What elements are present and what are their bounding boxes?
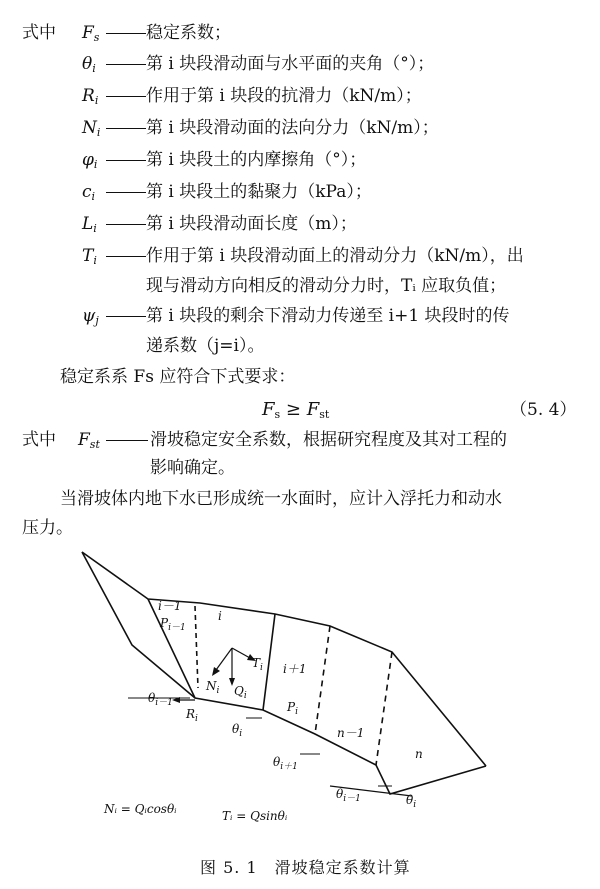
paragraph-line-1: 当滑坡体内地下水已形成统一水面时，应计入浮托力和动水: [60, 489, 502, 509]
definition-text-cont: 现与滑动方向相反的滑动分力时，Tᵢ 应取负值；: [146, 276, 507, 296]
intro-label-2: 式中: [22, 430, 56, 450]
definition-symbol: $F_s$: [82, 23, 100, 44]
slope-stability-figure: [0, 540, 600, 860]
t-arrow: [232, 648, 250, 658]
label-p-i: $P_i$: [287, 700, 298, 717]
definition-text: 第 i 块段滑动面的法向分力（kN/m）；: [146, 118, 439, 138]
formula-rhs: F: [306, 399, 320, 420]
definition-symbol: $\varphi_i$: [82, 150, 98, 171]
label-theta-last: $\theta_i$: [406, 793, 417, 810]
label-r: $R_i$: [186, 707, 198, 724]
definition-dash: [106, 316, 146, 317]
slice-line-4: [376, 652, 392, 765]
stability-formula: [262, 398, 329, 427]
fst-dash: [106, 440, 148, 441]
label-q: $Q_i$: [234, 684, 247, 701]
ground-surface: [82, 552, 486, 766]
definition-symbol: $\theta_i$: [82, 54, 96, 75]
formula-rhs-sub: st: [319, 408, 330, 421]
equation-number: （5. 4）: [510, 400, 577, 420]
label-theta-prev2: $\theta_{i-1}$: [336, 787, 361, 804]
definition-text: 第 i 块段滑动面与水平面的夹角（°）；: [146, 54, 435, 74]
definition-symbol: $N_i$: [82, 118, 101, 139]
definition-dash: [106, 128, 146, 129]
definition-dash: [106, 64, 146, 65]
label-slice-i: i: [218, 609, 222, 623]
definition-dash: [106, 192, 146, 193]
label-slice-n: n: [415, 747, 423, 761]
slice-line-3: [315, 626, 330, 734]
label-slice-next: i＋1: [283, 662, 307, 676]
definition-symbol: $L_i$: [82, 214, 97, 235]
definition-text: 作用于第 i 块段的抗滑力（kN/m）；: [146, 86, 422, 106]
requirement-text: 稳定系系 Fs 应符合下式要求：: [60, 367, 296, 387]
definition-symbol: $R_i$: [82, 86, 99, 107]
label-p-prev: $P_{i-1}$: [160, 616, 186, 633]
definition-symbol: $c_i$: [82, 182, 96, 203]
label-eq-t: Tᵢ = Qsinθᵢ: [222, 809, 288, 823]
definition-dash: [106, 256, 146, 257]
fst-description: 滑坡稳定安全系数，根据研究程度及其对工程的: [150, 430, 507, 450]
definition-text: 第 i 块段的剩余下滑动力传递至 i+1 块段时的传: [146, 306, 510, 326]
label-theta-i: $\theta_i$: [232, 722, 243, 739]
figure-caption: 图 5. 1 滑坡稳定系数计算: [200, 858, 411, 877]
fst-description-cont: 影响确定。: [150, 458, 235, 478]
slice-line-2: [263, 614, 275, 710]
definition-dash: [106, 96, 146, 97]
label-t: $T_i$: [252, 656, 263, 673]
label-theta-next: $\theta_{i+1}$: [273, 755, 298, 772]
label-slice-n1: n－1: [337, 726, 365, 740]
definition-text: 稳定系数；: [146, 23, 231, 43]
label-n: $N_i$: [206, 679, 220, 696]
label-theta-prev: $\theta_{i-1}$: [148, 691, 173, 708]
paragraph-line-2: 压力。: [22, 518, 73, 538]
definition-text: 第 i 块段滑动面长度（m）；: [146, 214, 357, 234]
force-p-prev: [195, 606, 198, 688]
formula-operator: ≥: [285, 399, 301, 420]
definition-text: 第 i 块段土的黏聚力（kPa）；: [146, 182, 372, 202]
fst-symbol: $F_{st}$: [78, 430, 100, 451]
intro-label: 式中: [22, 23, 56, 43]
definition-text-cont: 递系数（j=i）。: [146, 336, 265, 356]
formula-lhs-sub: s: [274, 408, 281, 421]
n-arrowhead: [212, 667, 220, 676]
n-arrow: [216, 648, 232, 670]
formula-lhs: F: [262, 399, 275, 420]
definition-dash: [106, 160, 146, 161]
definition-dash: [106, 33, 146, 34]
label-slice-prev: i－1: [158, 599, 182, 613]
definition-symbol: $\psi_j$: [82, 306, 99, 327]
label-eq-n: Nᵢ = Qᵢcosθᵢ: [104, 802, 177, 816]
definition-symbol: $T_i$: [82, 246, 97, 267]
definition-dash: [106, 224, 146, 225]
definition-text: 作用于第 i 块段滑动面上的滑动分力（kN/m），出: [146, 246, 524, 266]
slice-line-1: [148, 599, 195, 698]
definition-text: 第 i 块段土的内摩擦角（°）；: [146, 150, 367, 170]
angle-hatches: [128, 698, 392, 786]
